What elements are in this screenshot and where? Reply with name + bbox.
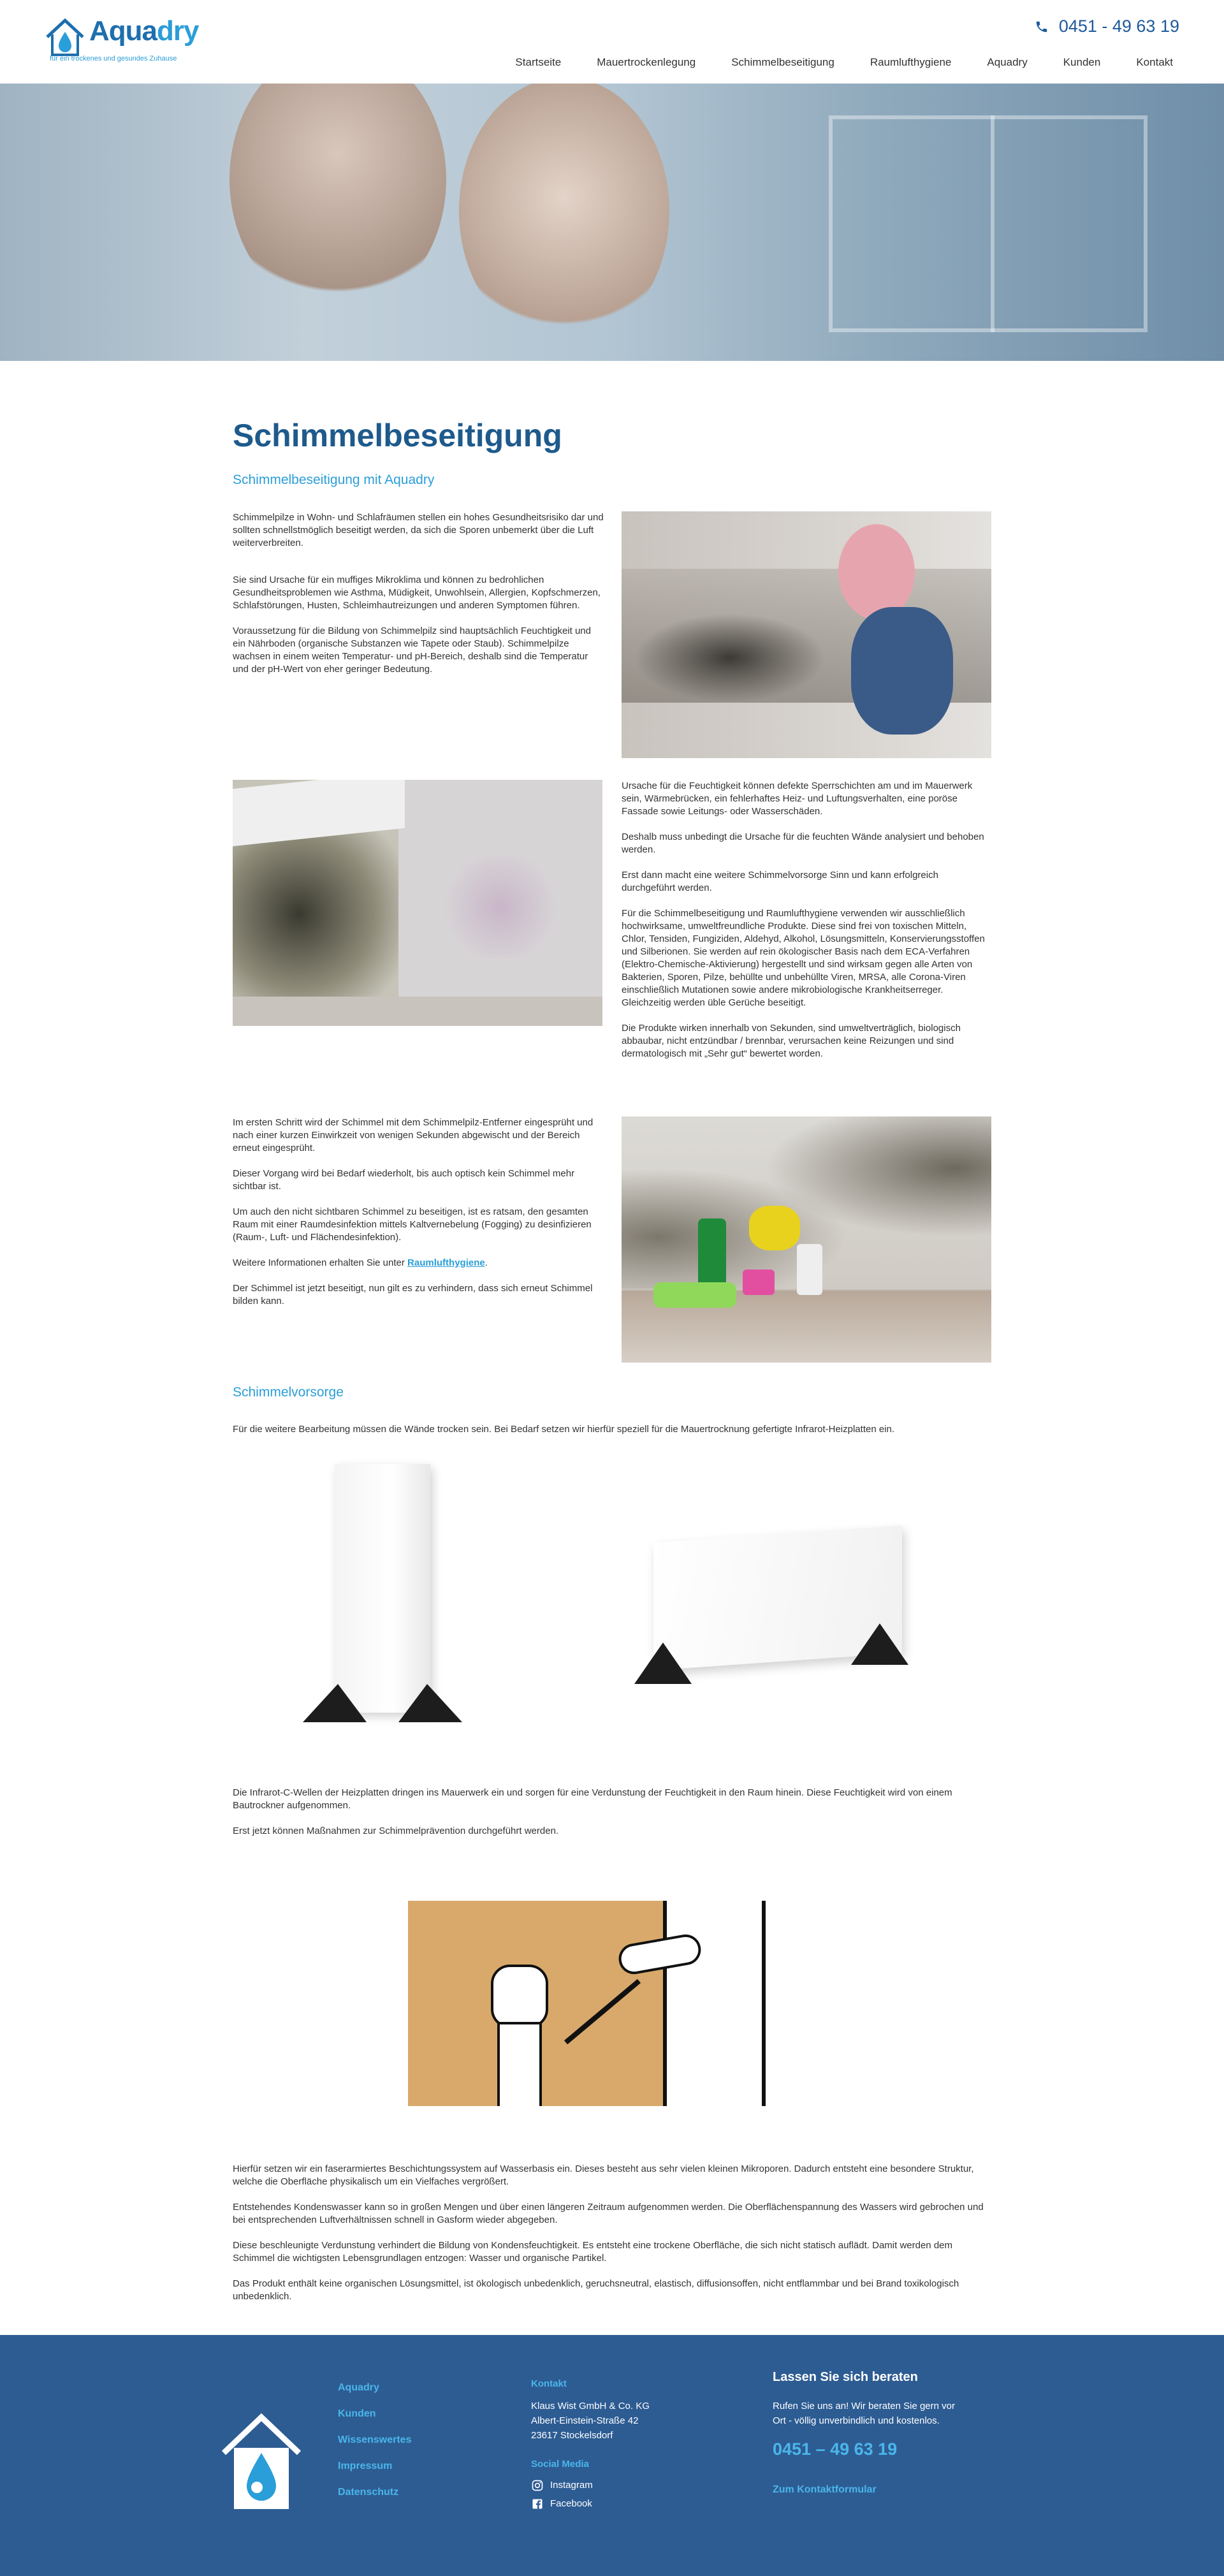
contact-form-link[interactable]: Zum Kontaktformular bbox=[773, 2484, 877, 2495]
footer-cta bbox=[773, 2370, 1028, 2497]
paragraph: Im ersten Schritt wird der Schimmel mit dem Schimmelpilz-Entferner eingesprüht und nach einer kurzen Einwirkzeit von wenigen Sekunden abgewischt und der Bereich erneut eingesprüht. bbox=[233, 1117, 594, 1153]
paragraph: Sie sind Ursache für ein muffiges Mikroklima und können zu bedrohlichen Gesundheitsproblemen wie Asthma, Müdigkeit, Unwohlsein, Allergien, Kopfschmerzen, Schlafstörungen, Husten, Schleimhautreizungen und anderen Symptomen führen. bbox=[233, 574, 601, 611]
nav-mauertrockenlegung[interactable]: Mauertrockenlegung bbox=[597, 56, 696, 68]
page-subtitle: Schimmelbeseitigung mit Aquadry bbox=[233, 472, 435, 487]
phone-number[interactable]: 0451 - 49 63 19 bbox=[1058, 17, 1179, 36]
facebook-icon bbox=[531, 2498, 544, 2510]
vorsorge-intro: Für die weitere Bearbeitung müssen die Wände trocken sein. Bei Bedarf setzen wir hierfür speziell für die Mauertrocknung gefertigte Infrarot-Heizplatten ein. bbox=[233, 1424, 895, 1435]
vorsorge-heading: Schimmelvorsorge bbox=[233, 1385, 344, 1400]
paragraph: Voraussetzung für die Bildung von Schimmelpilz sind hauptsächlich Feuchtigkeit und ein Nährboden (organische Substanzen wie Tapete oder Staub). Schimmelpilze wachsen in einem weiten Temperatur- und pH-Bereich, deshalb sind die Temperatur und der pH-Wert von eher geringer Bedeutung. bbox=[233, 626, 591, 675]
contact-heading: Kontakt bbox=[531, 2378, 567, 2389]
nav-schimmelbeseitigung[interactable]: Schimmelbeseitigung bbox=[731, 56, 834, 68]
paragraph: Der Schimmel ist jetzt beseitigt, nun gilt es zu verhindern, dass sich erneut Schimmel bilden kann. bbox=[233, 1283, 593, 1306]
cause-text bbox=[622, 780, 991, 1073]
heater-panel-horizontal-image bbox=[634, 1534, 915, 1700]
nav-startseite[interactable]: Startseite bbox=[515, 56, 562, 68]
header-phone[interactable] bbox=[1035, 17, 1179, 36]
paragraph: Hierfür setzen wir ein faserarmiertes Beschichtungssystem auf Wasserbasis ein. Dieses besteht aus sehr vielen kleinen Mikroporen. Dadurch entsteht eine besondere Struktur, welche die Oberfläche physikalisch um ein Vielfaches vergrößert. bbox=[233, 2163, 974, 2187]
paragraph: Deshalb muss unbedingt die Ursache für die feuchten Wände analysiert und behoben werden. bbox=[622, 831, 984, 855]
painter-illustration bbox=[408, 1901, 816, 2106]
facebook-link[interactable]: Facebook bbox=[531, 2496, 650, 2511]
footer-link-datenschutz[interactable]: Datenschutz bbox=[338, 2487, 399, 2498]
removal-text bbox=[233, 1116, 606, 1321]
cleaning-supplies-image bbox=[622, 1116, 991, 1363]
paragraph: Entstehendes Kondenswasser kann so in großen Mengen und über einen längeren Zeitraum aufgenommen werden. Die Oberflächenspannung des Wassers wird gebrochen und bei entsprechenden Luftverhältnissen schnell in Gasform wieder abgegeben. bbox=[233, 2202, 984, 2225]
footer-link-impressum[interactable]: Impressum bbox=[338, 2461, 393, 2471]
nav-kunden[interactable]: Kunden bbox=[1063, 56, 1101, 68]
address-line: Albert-Einstein-Straße 42 bbox=[531, 2415, 639, 2426]
hero-image bbox=[0, 84, 1224, 361]
address-line: 23617 Stockelsdorf bbox=[531, 2430, 613, 2441]
cta-phone[interactable]: 0451 – 49 63 19 bbox=[773, 2440, 898, 2459]
footer-link-kunden[interactable]: Kunden bbox=[338, 2408, 376, 2419]
heater-panel-vertical-image bbox=[303, 1464, 469, 1732]
paragraph: Ursache für die Feuchtigkeit können defekte Sperrschichten am und im Mauerwerk sein, Wärmebrücken, ein fehlerhaftes Heiz- und Luftungsverhalten, eine poröse Fassade sowie Leitungs- oder Wasserschäden. bbox=[622, 780, 973, 817]
raumlufthygiene-link[interactable]: Raumlufthygiene bbox=[407, 1257, 485, 1268]
logo-tagline: für ein trockenes und gesundes Zuhause bbox=[50, 55, 177, 62]
nav-aquadry[interactable]: Aquadry bbox=[987, 56, 1028, 68]
nav-raumlufthygiene[interactable]: Raumlufthygiene bbox=[870, 56, 952, 68]
paragraph: Die Produkte wirken innerhalb von Sekunden, sind umweltverträglich, biologisch abbaubar, nicht entzündbar / brennbar, verursachen keine Reizungen und sind dermatologisch mit „Sehr gut“ bewertet worden. bbox=[622, 1023, 961, 1059]
cta-heading: Lassen Sie sich beraten bbox=[773, 2370, 918, 2384]
house-drop-icon bbox=[45, 15, 85, 60]
paragraph: Dieser Vorgang wird bei Bedarf wiederholt, bis auch optisch kein Schimmel mehr sichtbar ist. bbox=[233, 1168, 575, 1192]
paragraph: Schimmelpilze in Wohn- und Schlafräumen stellen ein hohes Gesundheitsrisiko dar und sollten schnellstmöglich beseitigt werden, da sich die Sporen unbemerkt über die Luft weiterverbreiten. bbox=[233, 512, 604, 548]
address-line: Klaus Wist GmbH & Co. KG bbox=[531, 2401, 650, 2411]
instagram-link[interactable]: Instagram bbox=[531, 2478, 650, 2492]
nav-kontakt[interactable]: Kontakt bbox=[1136, 56, 1173, 68]
logo-wordmark: Aquadry bbox=[89, 15, 199, 47]
site-footer bbox=[0, 2335, 1224, 2576]
page-title: Schimmelbeseitigung bbox=[233, 418, 562, 453]
paragraph: Um auch den nicht sichtbaren Schimmel zu beseitigen, ist es ratsam, den gesamten Raum mit einer Raumdesinfektion mittels Kaltvernebelung (Fogging) zu desinfizieren (Raum-, Luft- und Flächendesinfektion). bbox=[233, 1206, 592, 1243]
mold-wall-woman-image bbox=[622, 511, 991, 758]
paragraph: Diese beschleunigte Verdunstung verhindert die Bildung von Kondensfeuchtigkeit. Es entsteht eine trockene Oberfläche, die sich nicht statisch auflädt. Damit werden dem Schimmel die wichtigsten Lebensgrundlagen entzogen: Wasser und organische Partikel. bbox=[233, 2240, 952, 2264]
footer-contact bbox=[531, 2376, 650, 2511]
instagram-icon bbox=[531, 2479, 544, 2492]
paragraph-more-info: Weitere Informationen erhalten Sie unter Raumlufthygiene. bbox=[233, 1257, 488, 1268]
social-heading: Social Media bbox=[531, 2459, 589, 2470]
footer-logo-icon[interactable] bbox=[220, 2408, 303, 2517]
intro-text bbox=[233, 511, 606, 689]
footer-link-wissenswertes[interactable]: Wissenswertes bbox=[338, 2434, 412, 2445]
footer-link-aquadry[interactable]: Aquadry bbox=[338, 2382, 379, 2393]
paragraph: Erst dann macht eine weitere Schimmelvorsorge Sinn und kann erfolgreich durchgeführt werden. bbox=[622, 870, 938, 893]
coating-text bbox=[233, 2163, 991, 2316]
site-header bbox=[0, 0, 1224, 84]
aquadry-logo[interactable] bbox=[45, 15, 204, 70]
cta-text: Rufen Sie uns an! Wir beraten Sie gern vor bbox=[773, 2401, 955, 2411]
wallpaper-mold-image bbox=[233, 780, 602, 1026]
paragraph: Erst jetzt können Maßnahmen zur Schimmelprävention durchgeführt werden. bbox=[233, 1826, 559, 1836]
phone-icon bbox=[1035, 20, 1049, 34]
paragraph: Für die Schimmelbeseitigung und Raumlufthygiene verwenden wir ausschließlich hochwirksame, umweltfreundliche Produkte. Diese sind frei von toxischen Mitteln, Chlor, Tensiden, Fungiziden, Aldehyd, Alkohol, Lösungsmitteln, Konservierungsstoffen und Silberionen. Sie werden auf rein ökologischer Basis nach dem ECA-Verfahren (Elektro-Chemische-Aktivierung) hergestellt und sind wirksam gegen alle Arten von Bakterien, Sporen, Pilze, behüllte und unbehüllte Viren, MRSA, alle Corona-Viren einschließlich Mutationen sowie andere mikrobiologische Krankheitserreger. Gleichzeitig werden üble Gerüche beseitigt. bbox=[622, 908, 985, 1008]
main-nav bbox=[479, 56, 1173, 69]
paragraph: Das Produkt enthält keine organischen Lösungsmittel, ist ökologisch unbedenklich, geruchsneutral, elastisch, diffusionsoffen, nicht entflammbar und bei Brand toxikologisch unbedenklich. bbox=[233, 2278, 959, 2302]
cta-text: Ort - völlig unverbindlich und kostenlos. bbox=[773, 2415, 940, 2426]
footer-links bbox=[338, 2375, 411, 2505]
paragraph: Die Infrarot-C-Wellen der Heizplatten dringen ins Mauerwerk ein und sorgen für eine Verdunstung der Feuchtigkeit in den Raum hinein. Diese Feuchtigkeit wird von einem Bautrockner aufgenommen. bbox=[233, 1787, 952, 1811]
infrared-text bbox=[233, 1787, 991, 1850]
